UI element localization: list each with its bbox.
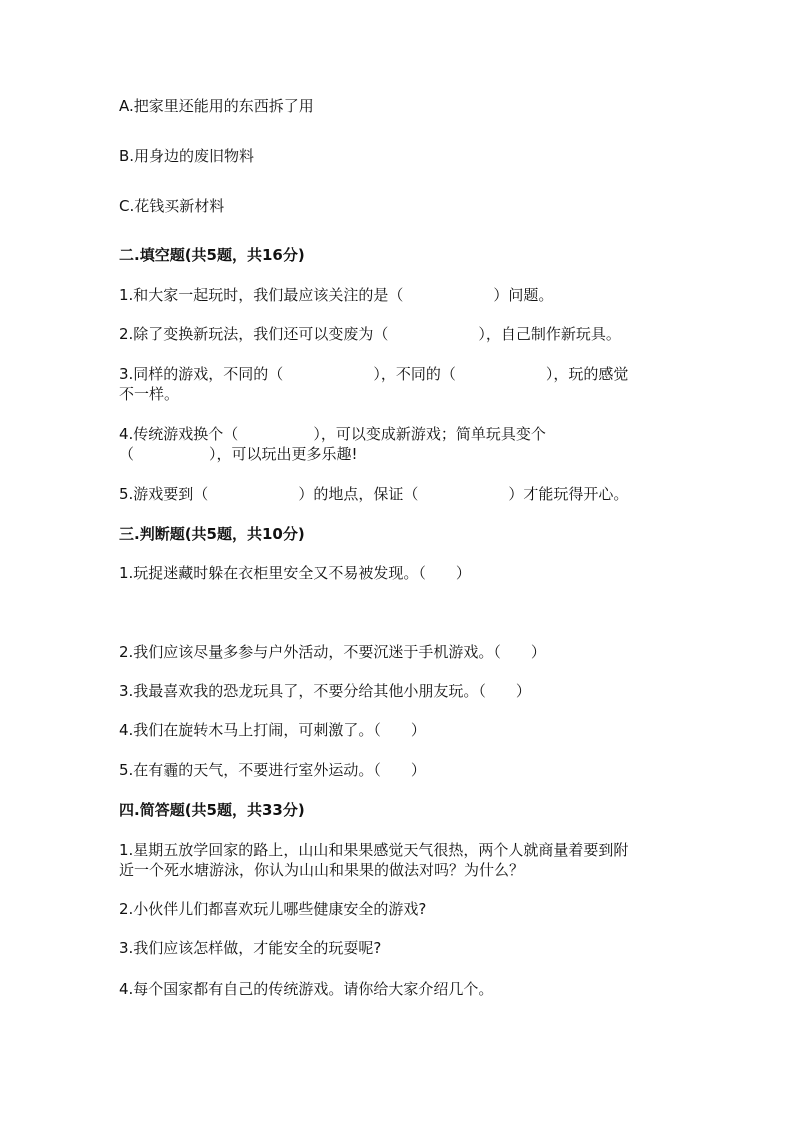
fill-question-3-line2: 不一样。 — [119, 385, 180, 403]
short-question-2: 2.小伙伴儿们都喜欢玩儿哪些健康安全的游戏? — [119, 900, 427, 918]
judge-question-2: 2.我们应该尽量多参与户外活动，不要沉迷于手机游戏。（ ） — [119, 643, 546, 661]
fill-question-2: 2.除了变换新玩法，我们还可以变废为（ ），自己制作新玩具。 — [119, 325, 621, 343]
short-question-1-line2: 近一个死水塘游泳，你认为山山和果果的做法对吗？为什么？ — [119, 861, 525, 879]
fill-question-1: 1.和大家一起玩时，我们最应该关注的是（ ）问题。 — [119, 286, 554, 304]
fill-question-3-line1: 3.同样的游戏，不同的（ ），不同的（ ），玩的感觉 — [119, 365, 629, 383]
section-heading-fill: 二.填空题(共5题，共16分) — [119, 246, 305, 264]
judge-question-1: 1.玩捉迷藏时躲在衣柜里安全又不易被发现。（ ） — [119, 564, 471, 582]
fill-question-5: 5.游戏要到（ ）的地点，保证（ ）才能玩得开心。 — [119, 485, 629, 503]
judge-question-3: 3.我最喜欢我的恐龙玩具了，不要分给其他小朋友玩。（ ） — [119, 682, 531, 700]
section-heading-judge: 三.判断题(共5题，共10分) — [119, 525, 305, 543]
judge-question-5: 5.在有霾的天气，不要进行室外运动。（ ） — [119, 761, 426, 779]
section-heading-short: 四.简答题(共5题，共33分) — [119, 801, 305, 819]
short-question-4: 4.每个国家都有自己的传统游戏。请你给大家介绍几个。 — [119, 980, 494, 998]
short-question-1-line1: 1.星期五放学回家的路上，山山和果果感觉天气很热，两个人就商量着要到附 — [119, 841, 629, 859]
fill-question-4-line1: 4.传统游戏换个（ ），可以变成新游戏；简单玩具变个 — [119, 425, 546, 443]
fill-question-4-line2: （ ），可以玩出更多乐趣! — [119, 445, 358, 463]
short-question-3: 3.我们应该怎样做，才能安全的玩耍呢? — [119, 939, 382, 957]
option-b: B.用身边的废旧物料 — [119, 147, 255, 165]
option-c: C.花钱买新材料 — [119, 197, 225, 215]
judge-question-4: 4.我们在旋转木马上打闹，可刺激了。（ ） — [119, 721, 426, 739]
option-a: A.把家里还能用的东西拆了用 — [119, 97, 314, 115]
